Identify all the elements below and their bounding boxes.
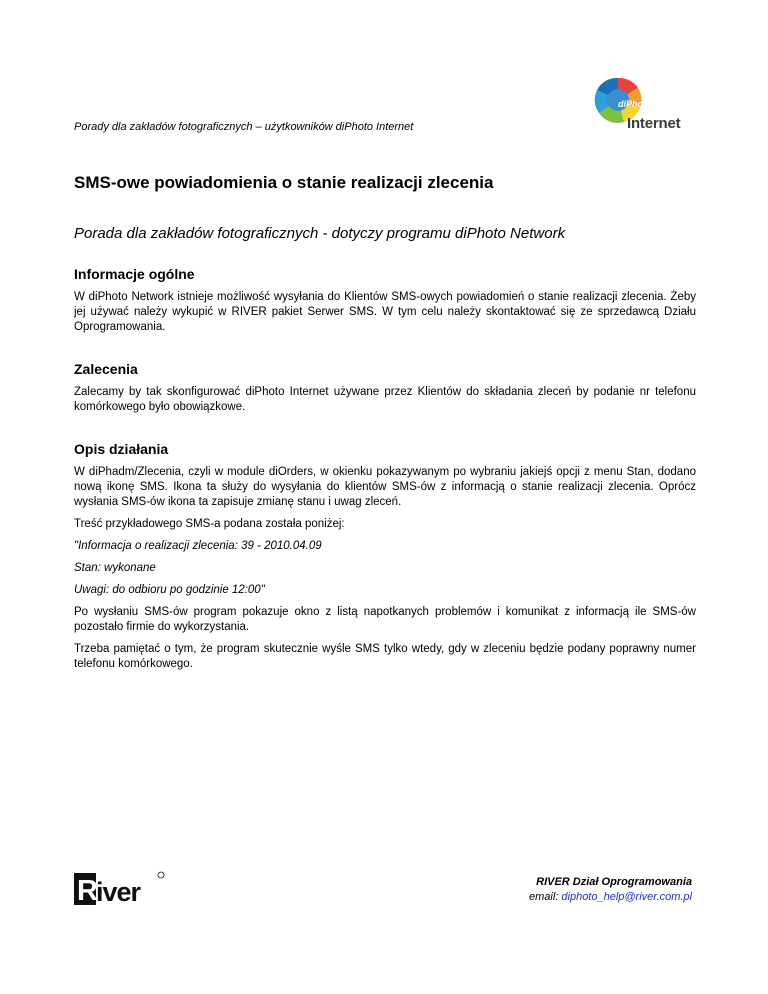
footer-contact: [529, 875, 692, 905]
paragraph: Po wysłaniu SMS-ów program pokazuje okno z listą napotkanych problemów i komunikat z informacją ile SMS-ów pozostało firmie do wykorzystania.: [74, 606, 696, 633]
section-recommendations: [74, 361, 696, 422]
header-line: Porady dla zakładów fotograficznych – użytkowników diPhoto Internet: [74, 121, 414, 133]
paragraph: W diPhadm/Zlecenia, czyli w module diOrders, w okienku pokazywanym po wybraniu jakiejś opcji z menu Stan, dodano nową ikonę SMS. Ikona ta służy do wysyłania do klientów SMS-ów z informacją o stanie realizacji zlecenia. Oprócz wysłania SMS-ów ikona ta zapisuje zmianę stanu i uwag zleceń.: [74, 466, 696, 508]
paragraph: Treść przykładowego SMS-a podana została poniżej:: [74, 518, 345, 530]
document-subtitle: Porada dla zakładów fotograficznych - dotyczy programu diPhoto Network: [74, 225, 566, 242]
footer-company: RIVER Dział Oprogramowania: [536, 876, 692, 888]
paragraph: W diPhoto Network istnieje możliwość wysyłania do Klientów SMS-owych powiadomień o stanie realizacji zlecenia. Żeby jej używać należy wykupić w RIVER pakiet Serwer SMS. W tym celu należy skontaktować się ze sprzedawcą Działu Oprogramowania.: [74, 291, 696, 333]
logo-big-text: Internet: [627, 115, 681, 132]
sms-example-line: Uwagi: do odbioru po godzinie 12:00": [74, 584, 265, 596]
river-logo: [74, 871, 166, 907]
section-general-info: [74, 266, 696, 342]
section-heading: Opis działania: [74, 441, 169, 457]
footer-email-line: [529, 890, 692, 905]
email-label: email:: [528, 891, 559, 903]
diphoto-internet-logo: [588, 76, 698, 136]
sms-example-line: "Informacja o realizacji zlecenia: 39 - 2010.04.09: [74, 540, 322, 552]
section-heading: Zalecenia: [74, 361, 138, 377]
river-logo-icon: [74, 871, 166, 907]
document-title: SMS-owe powiadomienia o stanie realizacji zlecenia: [74, 173, 494, 192]
svg-text:iver: iver: [96, 877, 141, 907]
email-link[interactable]: diphoto_help@river.com.pl: [561, 891, 692, 903]
sms-example-line: Stan: wykonane: [74, 562, 156, 574]
section-description: [74, 441, 696, 679]
svg-text:R: R: [77, 875, 98, 907]
logo-small-text: diPhoto: [618, 99, 652, 109]
paragraph: Trzeba pamiętać o tym, że program skutecznie wyśle SMS tylko wtedy, gdy w zleceniu będzie podany poprawny numer telefonu komórkowego.: [74, 643, 696, 670]
paragraph: Zalecamy by tak skonfigurować diPhoto Internet używane przez Klientów do składania zleceń by podanie nr telefonu komórkowego było obowiązkowe.: [74, 386, 696, 413]
section-heading: Informacje ogólne: [74, 266, 195, 282]
